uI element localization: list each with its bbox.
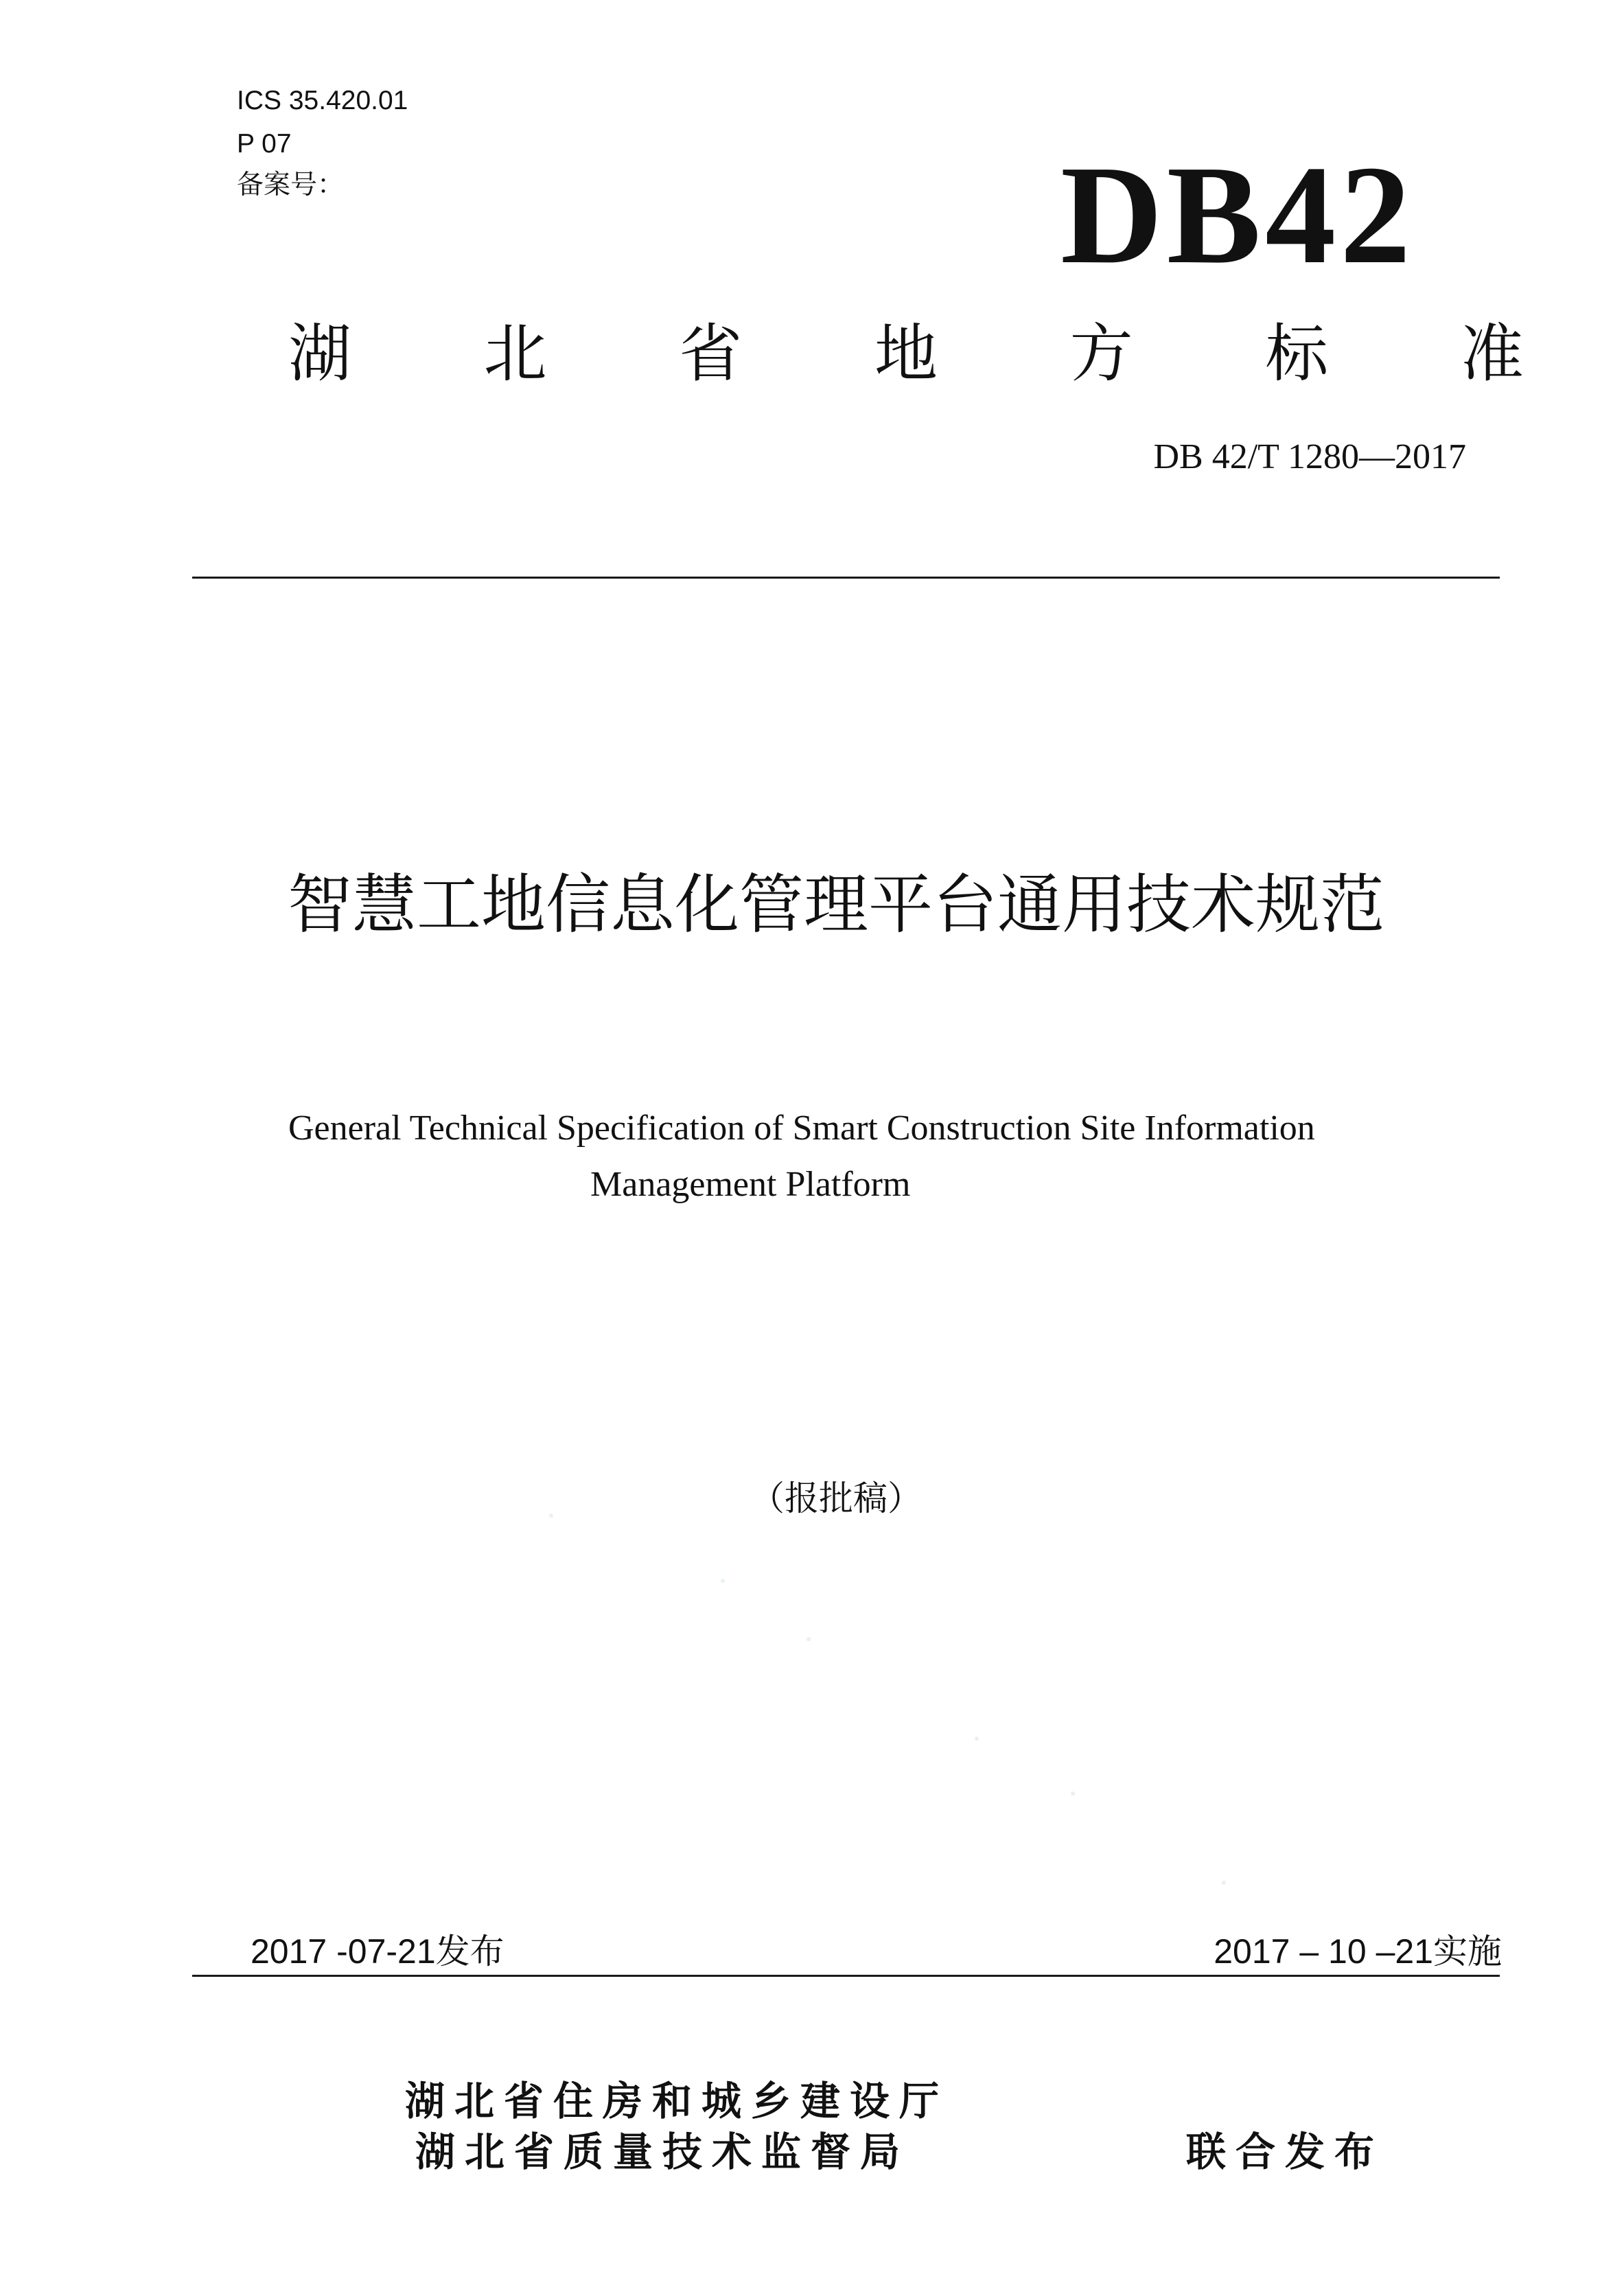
scan-speck [975,1737,979,1741]
issue-date [251,1934,504,1969]
scan-speck [1222,1881,1226,1885]
implementation-date-value: 2017 – 10 –21 [1214,1932,1433,1971]
issuer-housing-dept: 湖北省住房和城乡建设厅 [405,2078,949,2124]
scan-speck [549,1514,553,1518]
standard-type-char: 标 [1265,317,1329,391]
top-divider [192,577,1500,579]
classification-code: P 07 [237,129,292,159]
standard-type-char: 北 [483,317,547,391]
document-title-en-line2: Management Platform [590,1165,911,1204]
scan-speck [721,1579,725,1583]
draft-status: （报批稿） [750,1479,922,1518]
standard-type-char: 方 [1069,317,1133,391]
db42-mark: DB42 [1060,136,1415,293]
filing-number-label: 备案号： [237,170,345,200]
standard-type-char: 准 [1460,317,1524,391]
issue-date-word: 发布 [435,1932,504,1971]
issuer-quality-bureau: 湖北省质量技术监督局 [415,2129,910,2175]
joint-issue-label: 联合发布 [1186,2129,1384,2175]
scan-speck [1071,1791,1075,1796]
document-title-cn: 智慧工地信息化管理平台通用技术规范 [287,868,1384,942]
scan-speck [807,1637,811,1641]
ics-code: ICS 35.420.01 [237,86,408,115]
standard-type-char: 地 [874,317,938,391]
issue-date-value: 2017 -07-21 [251,1932,436,1971]
standard-number: DB 42/T 1280—2017 [1153,437,1466,476]
implementation-date [1214,1934,1502,1969]
standard-type-char: 湖 [288,317,352,391]
standard-type-char: 省 [679,317,743,391]
implementation-date-word: 实施 [1433,1932,1502,1971]
standard-type [288,317,1524,391]
document-title-en-line1: General Technical Specification of Smart Construction Site Information [288,1109,1315,1148]
bottom-divider [192,1975,1500,1977]
